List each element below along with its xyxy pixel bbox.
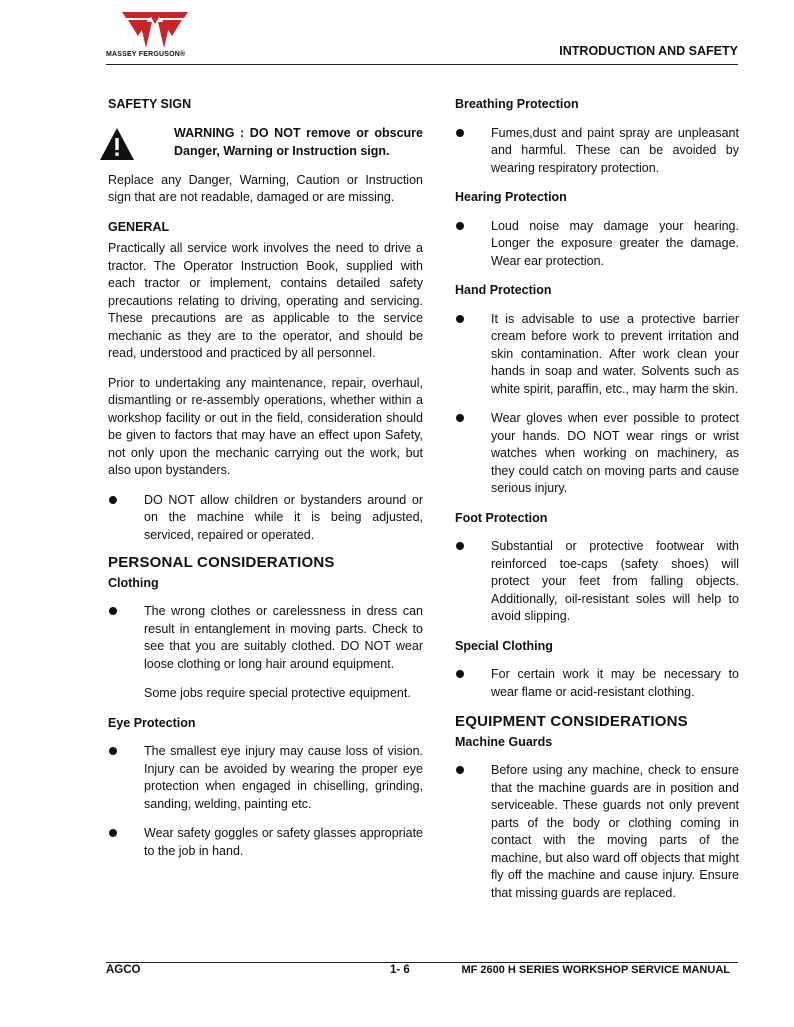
bullet-icon: [109, 829, 117, 837]
bullet-icon: [109, 747, 117, 755]
bullet-icon: [456, 766, 464, 774]
list-item: [455, 666, 739, 701]
section-title: INTRODUCTION AND SAFETY: [559, 44, 738, 58]
list-item: [108, 743, 423, 813]
warning-block: [108, 125, 423, 165]
list-item: [455, 762, 739, 902]
bullet-icon: [456, 129, 464, 137]
bullet-text: Before using any machine, check to ensure that the machine guards are in position and serviceable. These guards not only prevent parts of the body or clothing coming in contact with the moving parts of the machine, but also ward off objects that might fly off the machine and cause injury. Ensure that missing guards are replaced.: [491, 763, 739, 900]
foot-protection-heading: Foot Protection: [455, 510, 548, 525]
bullet-icon: [456, 315, 464, 323]
bullet-text: For certain work it may be necessary to wear flame or acid-resistant clothing.: [491, 667, 739, 699]
general-paragraph-2: Prior to undertaking any maintenance, repair, overhaul, dismantling or re-assembly operations, whether within a workshop facility or out in the field, consideration should be given to factors that may have an effect upon Safety, not only upon the mechanic carrying out the work, but also upon bystanders.: [108, 375, 423, 477]
bullet-text: Loud noise may damage your hearing. Longer the exposure greater the damage. Wear ear protection.: [491, 218, 739, 268]
bullet-icon: [109, 496, 117, 504]
footer-divider: [106, 962, 738, 963]
list-item: [455, 311, 739, 399]
header-divider: [106, 64, 738, 65]
machine-guards-heading: Machine Guards: [455, 734, 553, 749]
footer-company: AGCO: [106, 964, 141, 976]
warning-text: WARNING : DO NOT remove or obscure Danger, Warning or Instruction sign.: [174, 125, 423, 158]
bullet-text: Substantial or protective footwear with reinforced toe-caps (safety shoes) will protect your feet from falling objects. Additionally, oil-resistant soles will help to avoid slipping.: [491, 539, 739, 623]
bullet-text: Wear gloves when ever possible to protect your hands. DO NOT wear rings or wrist watches when working on machinery, as they could catch on moving parts and cause serious injury.: [491, 411, 739, 495]
list-item: [108, 825, 423, 860]
hand-protection-heading: Hand Protection: [455, 283, 552, 297]
bullet-icon: [456, 670, 464, 678]
list-item: [455, 410, 739, 498]
list-item: [455, 125, 739, 178]
general-heading: GENERAL: [108, 219, 170, 234]
left-column: [108, 96, 423, 872]
eye-protection-heading: Eye Protection: [108, 715, 196, 730]
bullet-text: Fumes,dust and paint spray are unpleasant and harmful. These can be avoided by wearing respiratory protection.: [491, 125, 739, 175]
breathing-protection-heading: Breathing Protection: [455, 97, 579, 111]
hearing-protection-heading: Hearing Protection: [455, 190, 567, 204]
personal-considerations-heading: PERSONAL CONSIDERATIONS: [108, 554, 335, 571]
bullet-text: The smallest eye injury may cause loss of vision. Injury can be avoided by wearing the proper eye protection when engaged in chiselling, grinding, sanding, welding, painting etc.: [144, 744, 423, 811]
bullet-text: It is advisable to use a protective barrier cream before work to prevent irritation and skin contamination. After work clean your hands in soap and water. Solvents such as white spirit, paraffin, etc., may harm the skin.: [491, 311, 739, 396]
warning-triangle-icon: [99, 127, 135, 161]
general-paragraph-1: Practically all service work involves the need to drive a tractor. The Operator Instruction Book, supplied with each tractor or implement, contains detailed safety precautions relating to driving, operating and servicing. These precautions are as applicable to the service mechanic as they are to the operator, and should be read, understood and practiced by all personnel.: [108, 241, 423, 360]
bullet-text: DO NOT allow children or bystanders around or on the machine while it is being adjusted, serviced, repaired or operated.: [144, 492, 423, 542]
list-item: [455, 218, 739, 271]
safety-sign-heading: SAFETY SIGN: [108, 97, 192, 111]
list-item: [108, 492, 423, 545]
replace-sign-text: Replace any Danger, Warning, Caution or Instruction sign that are not readable, damaged or are missing.: [108, 172, 423, 204]
list-item: [108, 603, 423, 673]
bullet-icon: [109, 607, 117, 615]
manual-title: MF 2600 H SERIES WORKSHOP SERVICE MANUAL: [461, 964, 730, 976]
list-item: [455, 538, 739, 626]
bullet-icon: [456, 222, 464, 230]
equipment-considerations-heading: EQUIPMENT CONSIDERATIONS: [455, 713, 688, 730]
bullet-text: Wear safety goggles or safety glasses appropriate to the job in hand.: [144, 826, 423, 858]
bullet-icon: [456, 542, 464, 550]
clothing-note: Some jobs require special protective equipment.: [144, 686, 411, 700]
page-number: 1- 6: [390, 964, 410, 976]
bullet-icon: [456, 414, 464, 422]
brand-name: MASSEY FERGUSON®: [106, 51, 186, 58]
special-clothing-heading: Special Clothing: [455, 638, 553, 653]
bullet-text: The wrong clothes or carelessness in dress can result in entanglement in moving parts. Check to see that you are suitably clothed. DO NOT wear loose clothing or long hair around equipment.: [144, 604, 423, 671]
right-column: [455, 96, 739, 914]
clothing-heading: Clothing: [108, 575, 159, 590]
